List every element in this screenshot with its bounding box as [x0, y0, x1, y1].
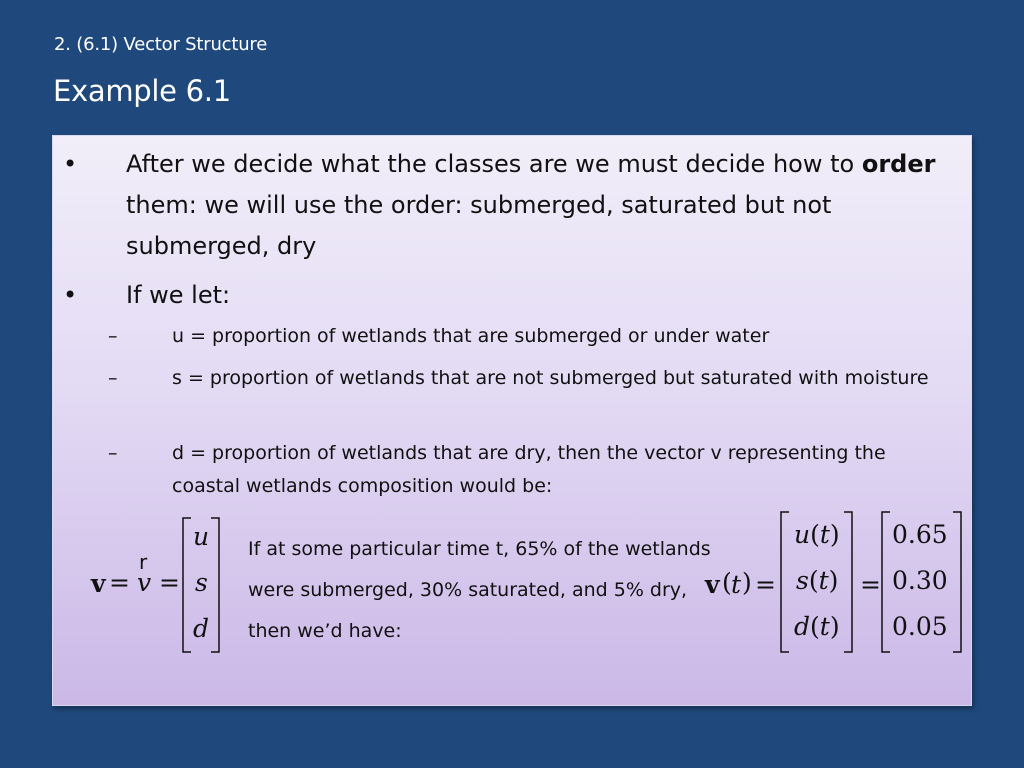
time-var: t [818, 566, 829, 595]
time-var: t [819, 612, 830, 641]
time-var: t [819, 520, 830, 549]
time-var: t [731, 570, 742, 599]
paren: ( [810, 520, 820, 549]
vector-arrow: r [139, 550, 148, 574]
paren: ( [810, 612, 820, 641]
matrix-entry-s: s [195, 568, 208, 597]
matrix-entry-s-t [796, 566, 838, 595]
equals-sign: = [159, 568, 180, 597]
bold-word: order [861, 150, 936, 178]
time-paragraph: If at some particular time t, 65% of the wetlands were submerged, 30% saturated, and 5% dry, then we’d have: [248, 538, 711, 642]
matrix-entry-u-t [794, 520, 840, 549]
matrix-entry-d-t [794, 612, 840, 641]
value-submerged: 0.65 [892, 520, 948, 549]
entry-symbol: s [796, 566, 809, 595]
equals-sign: = [109, 568, 130, 597]
vector-time-equation [701, 508, 963, 658]
value-dry: 0.05 [892, 612, 948, 641]
sub-bullet-text: d = proportion of wetlands that are dry, then the vector v representing the coastal wetlands composition would be: [172, 442, 886, 497]
entry-symbol: u [794, 520, 811, 549]
dash-marker: – [108, 442, 118, 464]
paren: ) [829, 520, 840, 549]
bullet-text-part: them: we will use the order: submerged, saturated but not submerged, dry [126, 191, 832, 260]
slide-title: Example 6.1 [53, 74, 231, 108]
paren: ) [828, 566, 839, 595]
bullet-marker: • [63, 150, 78, 178]
section-subtitle: 2. (6.1) Vector Structure [54, 34, 268, 55]
value-saturated: 0.30 [892, 566, 948, 595]
matrix-entry-u: u [193, 522, 210, 551]
equals-sign: = [860, 570, 881, 599]
content-box [52, 135, 972, 706]
vector-bold-v: v [705, 570, 720, 599]
vector-bold-v: v [91, 569, 106, 598]
bullet-text: If we let: [126, 281, 231, 309]
bullet-text [126, 144, 966, 267]
dash-marker: – [108, 325, 118, 347]
paren: ( [808, 566, 819, 595]
matrix-entry-d: d [193, 614, 210, 643]
vector-equation [89, 516, 229, 656]
vector-symbol-v: v [137, 568, 152, 597]
equals-sign: = [755, 570, 776, 599]
entry-symbol: d [794, 612, 811, 641]
sub-bullet-text: u = proportion of wetlands that are submerged or under water [172, 325, 770, 347]
dash-marker: – [108, 367, 118, 389]
bullet-marker: • [63, 281, 78, 309]
paren: ) [829, 612, 840, 641]
sub-bullet-text: s = proportion of wetlands that are not submerged but saturated with moisture [172, 367, 929, 389]
paren: ) [742, 568, 752, 597]
paren: ( [722, 568, 732, 597]
bullet-text-part: After we decide what the classes are we must decide how to [126, 150, 862, 178]
